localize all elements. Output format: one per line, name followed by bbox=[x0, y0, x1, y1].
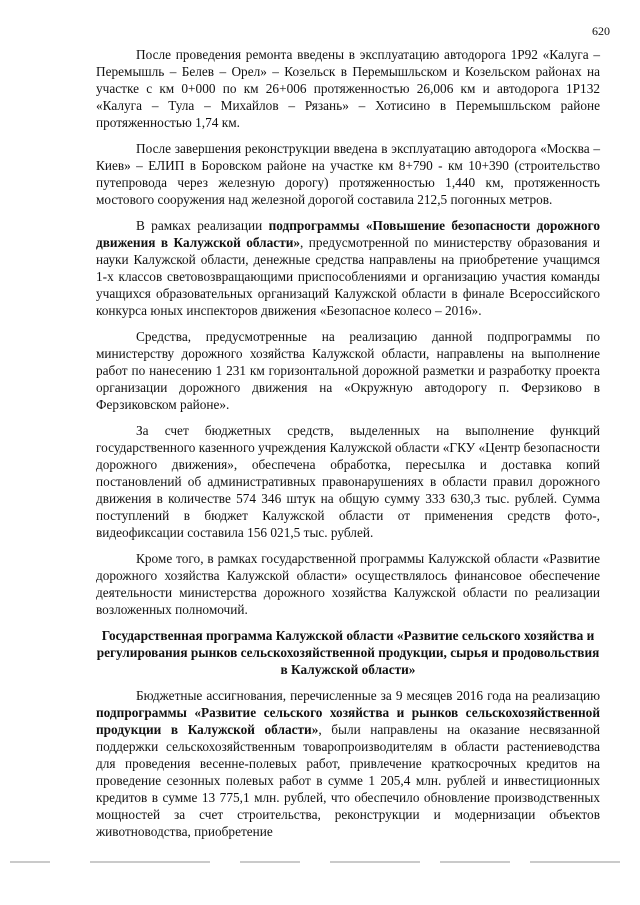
scan-artifact-line bbox=[0, 861, 640, 865]
paragraph-budget-funds bbox=[96, 422, 600, 541]
paragraph-road-marking bbox=[96, 328, 600, 413]
subprogram-title: подпрограммы «Повышение безопасности дорожного движения в Калужской области» bbox=[96, 218, 600, 250]
paragraph-text: После проведения ремонта введены в эксплуатацию автодорога 1Р92 «Калуга – Перемышль – Белев – Орел» – Козельск в Перемышльском и Козельском районах на участке с км 0+000 по км 26+006 протяженностью 26,006 км и автодорога 1Р132 «Калуга – Тула – Михайлов – Рязань» – Хотисино в Перемышльском районе протяженностью 1,74 км. bbox=[96, 47, 600, 130]
paragraph-text: , были направлены на оказание несвязанной поддержки сельскохозяйственным товаропроизводителям в области растениеводства для проведения весенне-полевых работ, привлечение краткосрочных кредитов на проведение сезонных полевых работ в сумме 1 205,4 млн. рублей и инвестиционных кредитов в сумме 13 775,1 млн. рублей, что обеспечило обновление производственных мощностей за счет строительства, реконструкции и модернизации объектов животноводства, приобретение bbox=[96, 722, 600, 839]
paragraph-road-repair bbox=[96, 46, 600, 131]
subprogram-title: подпрограммы «Развитие сельского хозяйства и рынков сельскохозяйственной продукции в Калужской области» bbox=[96, 705, 600, 737]
paragraph-text: После завершения реконструкции введена в эксплуатацию автодорога «Москва – Киев» – ЕЛИП в Боровском районе на участке км 8+790 - км 10+390 (строительство путепровода через железную дорогу) протяженностью 1,440 км, протяженность мостового сооружения над железной дорогой составила 212,5 погонных метров. bbox=[96, 141, 600, 207]
paragraph-reconstruction bbox=[96, 140, 600, 208]
paragraph-text: Средства, предусмотренные на реализацию данной подпрограммы по министерству дорожного хозяйства Калужской области, направлены на выполнение работ по нанесению 1 231 км горизонтальной дорожной разметки и разработку проекта организации дорожного движения на «Окружную автодорогу п. Ферзиково в Ферзиковском районе». bbox=[96, 329, 600, 412]
page-number: 620 bbox=[592, 24, 610, 38]
paragraph-budget-allocations bbox=[96, 687, 600, 840]
paragraph-road-safety bbox=[96, 217, 600, 319]
paragraph-text: , предусмотренной по министерству образования и науки Калужской области, денежные средства направлены на приобретение учащимся 1-х классов световозвращающими приспособлениями и организацию участия команды учащихся образовательных организаций Калужской области в финале Всероссийского конкурса юных инспекторов движения «Безопасное колесо – 2016». bbox=[96, 235, 601, 318]
document-body bbox=[96, 46, 600, 849]
paragraph-text: Кроме того, в рамках государственной программы Калужской области «Развитие дорожного хозяйства Калужской области» осуществлялось финансовое обеспечение деятельности министерства дорожного хозяйства Калужской области по реализации возложенных полномочий. bbox=[96, 551, 600, 617]
section-heading: Государственная программа Калужской области «Развитие сельского хозяйства и регулирования рынков сельскохозяйственной продукции, сырья и продовольствия в Калужской области» bbox=[96, 628, 600, 677]
paragraph-additionally bbox=[96, 550, 600, 618]
paragraph-text: В рамках реализации bbox=[136, 218, 269, 233]
paragraph-text: Бюджетные ассигнования, перечисленные за 9 месяцев 2016 года на реализацию bbox=[136, 688, 600, 703]
paragraph-text: За счет бюджетных средств, выделенных на выполнение функций государственного казенного учреждения Калужской области «ГКУ «Центр безопасности дорожного движения», обеспечена обработка, пересылка и доставка копий постановлений об административных правонарушениях в области правил дорожного движения в количестве 574 346 штук на общую сумму 333 630,3 тыс. рублей. Сумма поступлений в бюджет Калужской области от применения средств фото-, видеофиксации составила 156 021,5 тыс. рублей. bbox=[96, 423, 600, 540]
